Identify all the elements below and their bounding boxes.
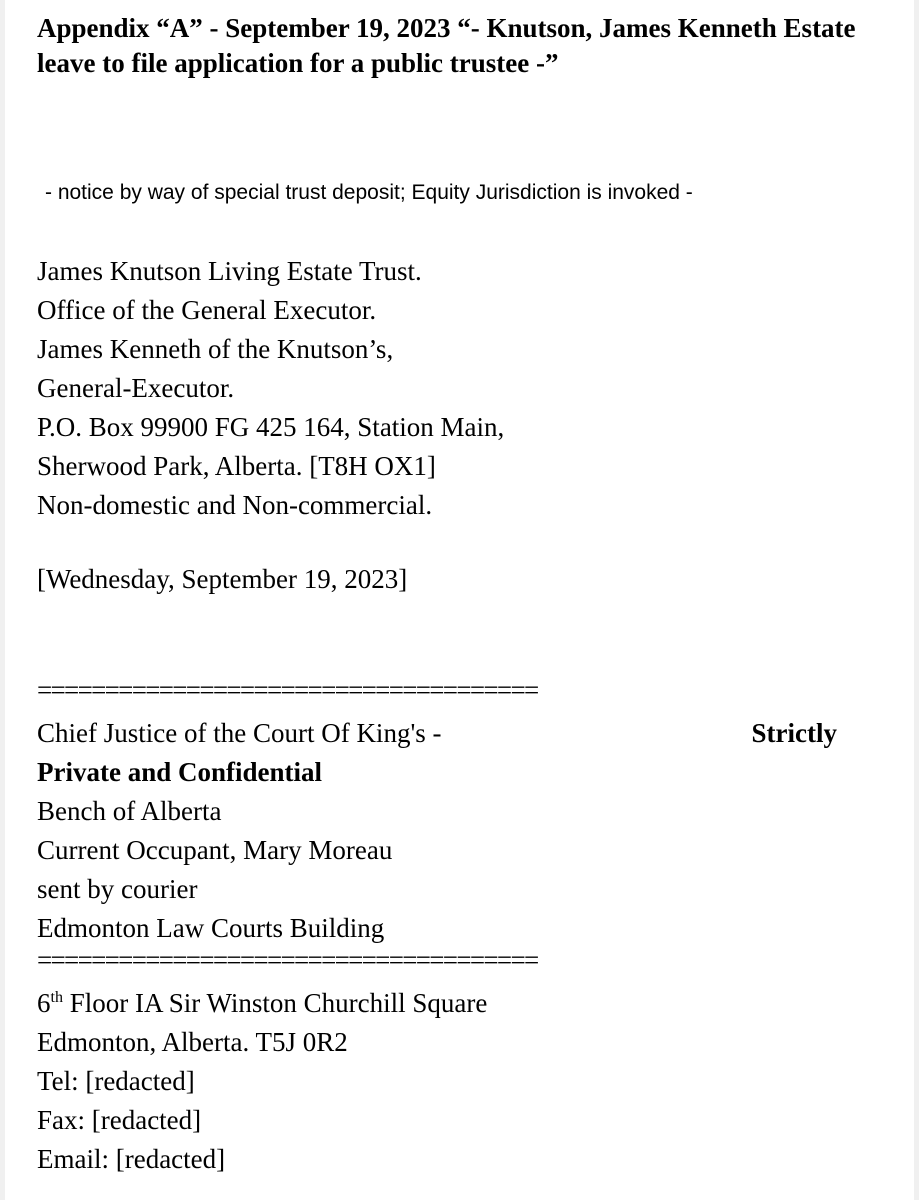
email-line: Email: [redacted] (37, 1144, 226, 1174)
city-line: Edmonton, Alberta. T5J 0R2 (37, 1027, 348, 1057)
floor-line (37, 984, 487, 1023)
page-edge-left (0, 0, 5, 1200)
recipient-line: sent by courier (37, 874, 198, 904)
sender-line: James Kenneth of the Knutson’s, (37, 334, 394, 364)
document-date: [Wednesday, September 19, 2023] (37, 564, 408, 594)
recipient-line: Edmonton Law Courts Building (37, 913, 385, 943)
floor-suffix: th (50, 989, 63, 1006)
sender-line: Sherwood Park, Alberta. [T8H OX1] (37, 451, 436, 481)
sender-line: Office of the General Executor. (37, 295, 377, 325)
recipient-title: Chief Justice of the Court Of King's - (37, 718, 442, 748)
confidential-label-end: Private and Confidential (37, 757, 323, 787)
sender-line: General-Executor. (37, 373, 235, 403)
divider-line: ===================================== (37, 950, 538, 970)
recipient-address-block (37, 753, 392, 948)
document-heading: Appendix “A” - September 19, 2023 “- Knutson, James Kenneth Estate leave to file application for a public trustee -” (37, 13, 856, 78)
sender-line: James Knutson Living Estate Trust. (37, 256, 422, 286)
divider-line: ===================================== (37, 680, 538, 700)
floor-number: 6 (37, 988, 51, 1018)
recipient-first-line (37, 714, 837, 753)
recipient-line: Current Occupant, Mary Moreau (37, 835, 393, 865)
floor-street: Floor IA Sir Winston Churchill Square (62, 988, 488, 1018)
notice-line: - notice by way of special trust deposit; Equity Jurisdiction is invoked - (45, 181, 693, 204)
page-edge-right (914, 0, 919, 1200)
fax-line: Fax: [redacted] (37, 1105, 202, 1135)
sender-line: Non-domestic and Non-commercial. (37, 490, 433, 520)
court-address-block (37, 984, 487, 1179)
confidential-label-start: Strictly (751, 718, 837, 748)
sender-address-block (37, 252, 504, 525)
tel-line: Tel: [redacted] (37, 1066, 195, 1096)
recipient-line: Bench of Alberta (37, 796, 222, 826)
sender-line: P.O. Box 99900 FG 425 164, Station Main, (37, 412, 505, 442)
